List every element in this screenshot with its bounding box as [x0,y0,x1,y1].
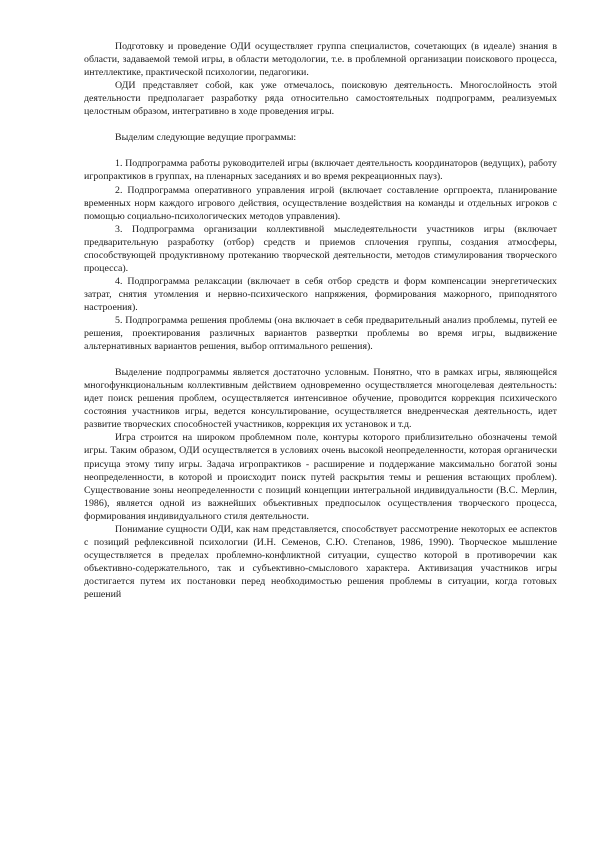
spacer [84,353,557,366]
document-page [84,40,557,601]
paragraph-programs-intro: Выделим следующие ведущие программы: [115,132,297,144]
list-item-subprogram-3: 3. Подпрограмма организации коллективной мыследеятельности участников игры (включает предварительную разработку (отбор) средств и приемов сплочения группы, создания атмосферы, способствующей продуктивному протеканию творческой деятельности, методов стимулирования творческого процесса). [84,223,557,274]
list-item-subprogram-5: 5. Подпрограмма решения проблемы (она включает в себя предварительный анализ проблемы, путей ее решения, проектирования различных вариантов развертки проблемы во время игры, выдвижение альтернативных вариантов решения, выбор оптимального решения). [84,314,557,353]
paragraph-reflexive-psychology: Понимание сущности ОДИ, как нам представляется, способствует рассмотрение некоторых ее аспектов с позиций рефлексивной психологии (И.Н. Семенов, С.Ю. Степанов, 1986, 1990). Творческое мышление осуществляется в пределах проблемно-конфликтной ситуации, существо которой в противоречии как объективно-содержательного, так и субъективно-смыслового характера. Активизация участников игры достигается путем их постановки перед необходимостью решения проблемы в ситуации, когда готовых решений [84,523,557,600]
paragraph-problem-field: Игра строится на широком проблемном поле, контуры которого приблизительно обозначены темой игры. Таким образом, ОДИ осуществляется в условиях очень высокой неопределенности, которая органически присуща этому типу игры. Задача игропрактиков - расширение и поддержание максимально богатой зоны неопределенности, в которой и происходит поиск путей раскрытия темы и решения встающих проблем). Существование зоны неопределенности с позиций концепции интегральной индивидуальности (В.С. Мерлин, 1986), является одной из важнейших объективных предпосылок осуществления творческого процесса, формирования индивидуального стиля деятельности. [84,432,557,522]
spacer [84,144,557,157]
paragraph-organizers: Подготовку и проведение ОДИ осуществляет группа специалистов, сочетающих (в идеале) знания в области, задаваемой темой игры, в области методологии, т.е. в проблемной организации поискового процесса, интеллектике, практической психологии, педагогики. [84,41,557,79]
spacer [84,118,557,131]
paragraph-subprogram-conditionality: Выделение подпрограммы является достаточно условным. Понятно, что в рамках игры, являющейся многофункциональным коллективным действием одновременно осуществляется многоцелевая деятельность: идет поиск решения проблем, осуществляется интенсивное обучение, проводится коррекция психического состояния участников игры, ведется консультирование, осуществляется внедренческая деятельность, идет развитие творческих способностей участников, коррекция их установок и т.д. [84,367,557,431]
paragraph-odi-definition: ОДИ представляет собой, как уже отмечалось, поисковую деятельность. Многослойность этой деятельности предполагает разработку ряда относительно самостоятельных подпрограмм, реализуемых целостным образом, интегративно в ходе проведения игры. [84,80,557,118]
list-item-subprogram-4: 4. Подпрограмма релаксации (включает в себя отбор средств и форм компенсации энергетических затрат, снятия утомления и нервно-психического напряжения, формирования мажорного, приподнятого настроения). [84,275,557,313]
list-item-subprogram-2: 2. Подпрограмма оперативного управления игрой (включает составление оргпроекта, планирование временных норм каждого игрового действия, осуществление воздействия на команды и отдельных игроков с помощью социально-психологических методов управления). [84,184,557,222]
list-item-subprogram-1: 1. Подпрограмма работы руководителей игры (включает деятельность координаторов (ведущих), работу игропрактиков в группах, на пленарных заседаниях и во время рекреационных пауз). [84,158,557,183]
